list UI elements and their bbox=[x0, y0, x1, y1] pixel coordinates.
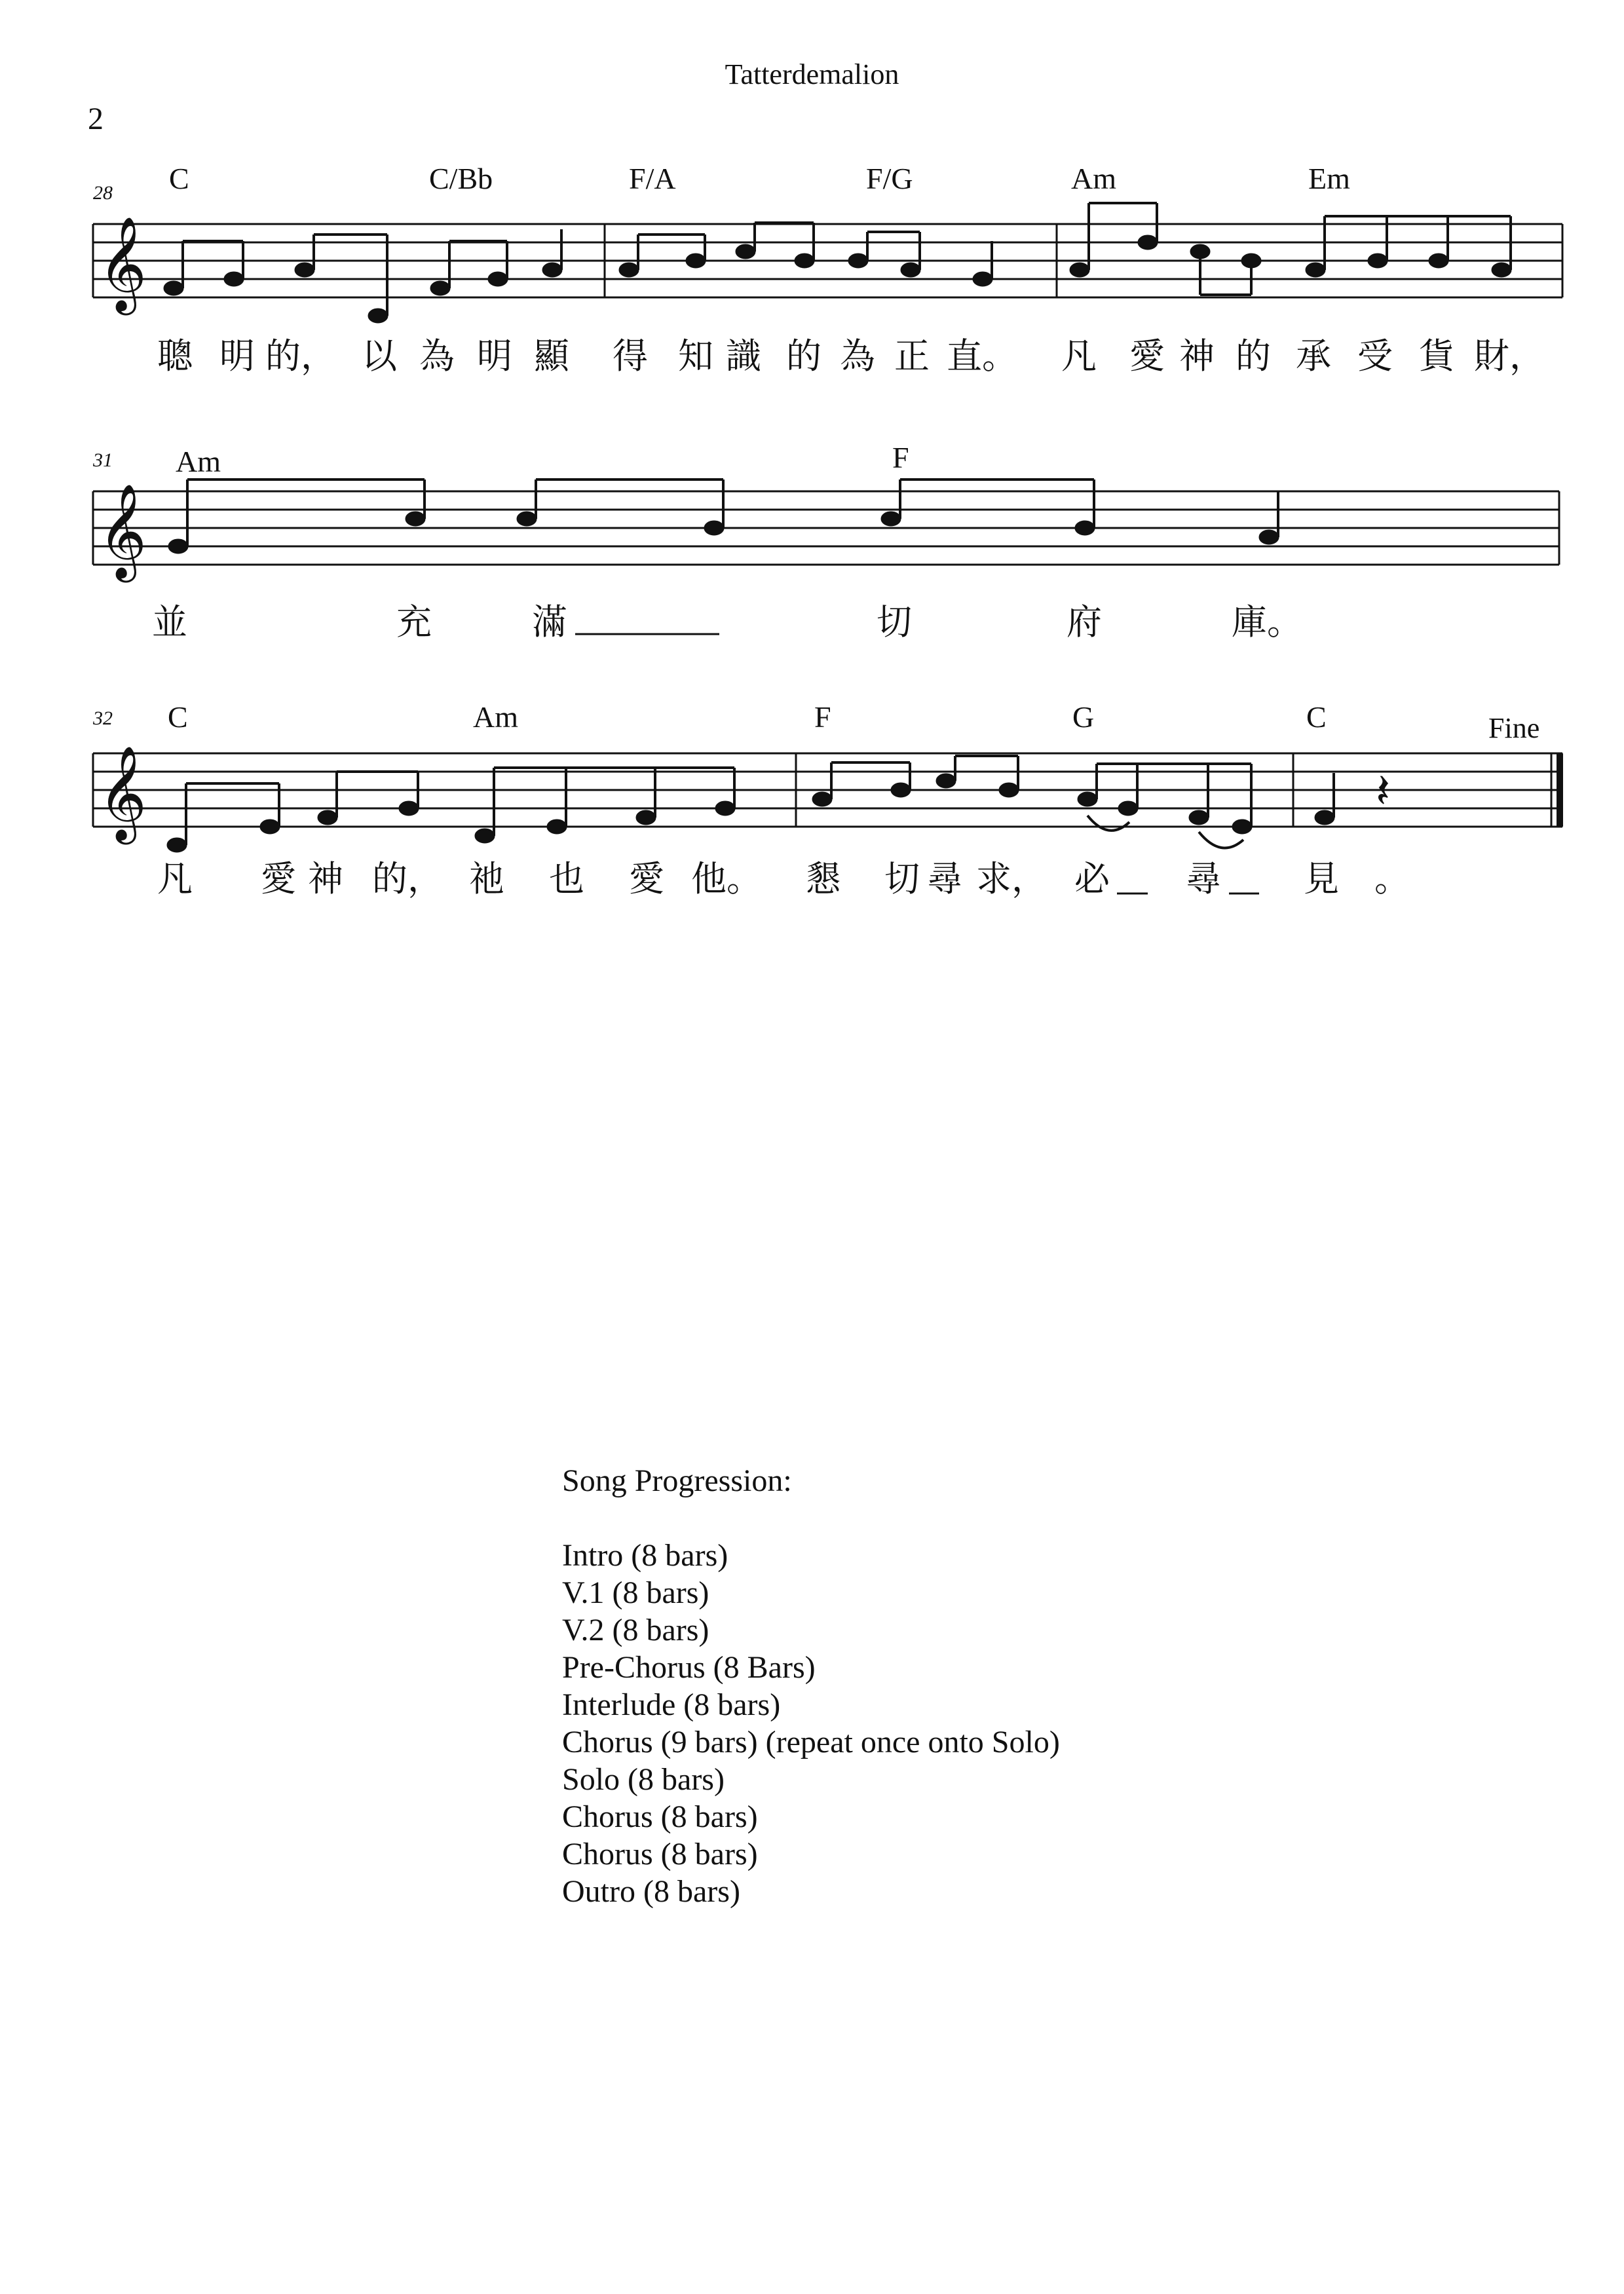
bar-number: 28 bbox=[93, 182, 113, 204]
chord-symbol: Am bbox=[1071, 162, 1116, 195]
progression-item: Chorus (9 bars) (repeat once onto Solo) bbox=[562, 1725, 1060, 1759]
fine-marking: Fine bbox=[1488, 712, 1540, 744]
lyrics-line-1 bbox=[157, 335, 1545, 377]
treble-clef-icon: 𝄞 bbox=[98, 745, 147, 840]
lyric-syllable: 見 bbox=[1304, 858, 1339, 899]
lyric-syllable: 受 bbox=[1357, 335, 1393, 377]
staff-lines bbox=[93, 491, 1559, 565]
lyric-syllable: 必 bbox=[1074, 858, 1110, 899]
lyric-syllable: 府 bbox=[1067, 601, 1102, 643]
melody-notes bbox=[168, 774, 1334, 852]
staff-lines bbox=[93, 753, 1562, 827]
progression-item: V.2 (8 bars) bbox=[562, 1613, 709, 1647]
staff-system-3 bbox=[0, 694, 1624, 917]
progression-item: Solo (8 bars) bbox=[562, 1762, 725, 1797]
lyric-syllable: 貨 bbox=[1419, 335, 1454, 377]
treble-clef-icon: 𝄞 bbox=[98, 483, 147, 578]
staff-system-2 bbox=[0, 439, 1624, 662]
slur bbox=[1199, 832, 1243, 848]
note-stems-beams bbox=[186, 756, 1334, 848]
progression-item: Outro (8 bars) bbox=[562, 1874, 740, 1909]
chord-symbol: C/Bb bbox=[429, 162, 493, 195]
lyric-syllable: 愛 bbox=[261, 858, 296, 899]
lyric-syllable: 切 bbox=[884, 858, 920, 899]
lyric-syllable: 切 bbox=[877, 601, 912, 643]
chord-symbol: F/G bbox=[866, 162, 913, 195]
staff-system-1 bbox=[0, 157, 1624, 393]
slur bbox=[1087, 816, 1129, 831]
progression-item: Chorus (8 bars) bbox=[562, 1837, 758, 1871]
lyric-syllable: 並 bbox=[152, 601, 187, 643]
lyric-syllable: 尋 bbox=[1186, 858, 1221, 899]
lyric-syllable: 凡 bbox=[157, 858, 193, 899]
chord-symbol: Em bbox=[1308, 162, 1350, 195]
lyric-syllable: 為 bbox=[840, 335, 875, 377]
lyric-syllable: 滿 bbox=[532, 601, 567, 643]
bar-number: 31 bbox=[93, 449, 113, 471]
lyric-syllable: 承 bbox=[1296, 335, 1331, 377]
lyric-syllable: 愛 bbox=[1129, 335, 1165, 377]
lyric-syllable: 。 bbox=[1374, 858, 1410, 899]
lyric-syllable: 財， bbox=[1474, 335, 1545, 377]
lyric-syllable: 也 bbox=[549, 858, 584, 899]
lyric-syllable: 祂 bbox=[469, 858, 504, 899]
progression-item: Pre-Chorus (8 Bars) bbox=[562, 1650, 816, 1685]
quarter-rest-icon: 𝄽 bbox=[1376, 763, 1391, 818]
lyric-syllable: 尋 bbox=[927, 858, 962, 899]
lyric-syllable: 庫。 bbox=[1232, 601, 1302, 643]
chord-symbol: Am bbox=[176, 445, 221, 478]
lyric-syllable: 得 bbox=[613, 335, 648, 377]
bar-number: 32 bbox=[93, 707, 113, 729]
chord-symbol: Am bbox=[473, 700, 518, 734]
lyric-syllable: 知 bbox=[678, 335, 713, 377]
note-stems-beams bbox=[187, 479, 1278, 546]
treble-clef-icon: 𝄞 bbox=[98, 216, 147, 311]
lyric-syllable: 聰 bbox=[157, 335, 193, 377]
lyric-syllable: 神 bbox=[308, 858, 343, 899]
lyric-syllable: 的 bbox=[786, 335, 821, 377]
note-stems-beams bbox=[183, 203, 1511, 316]
progression-heading: Song Progression: bbox=[562, 1463, 792, 1498]
lyric-syllable: 懇 bbox=[806, 858, 841, 899]
lyric-syllable: 求， bbox=[976, 858, 1047, 899]
lyric-syllable: 正 bbox=[894, 335, 930, 377]
chord-symbol: C bbox=[168, 700, 188, 734]
page-number: 2 bbox=[88, 102, 104, 136]
chord-symbol: F bbox=[814, 700, 831, 734]
lyric-syllable: 凡 bbox=[1061, 335, 1097, 377]
lyric-syllable: 愛 bbox=[629, 858, 664, 899]
progression-item: Interlude (8 bars) bbox=[562, 1687, 781, 1722]
lyric-syllable: 他。 bbox=[691, 858, 762, 899]
chord-symbol: F bbox=[892, 441, 909, 474]
chord-symbol: C bbox=[1306, 700, 1327, 734]
progression-item: V.1 (8 bars) bbox=[562, 1575, 709, 1610]
lyric-syllable: 充 bbox=[396, 601, 432, 643]
lyric-syllable: 的， bbox=[372, 858, 443, 899]
chord-symbol: G bbox=[1072, 700, 1095, 734]
lyric-syllable: 以 bbox=[362, 335, 397, 377]
lyric-syllable: 識 bbox=[726, 335, 761, 377]
progression-item: Intro (8 bars) bbox=[562, 1538, 728, 1573]
chord-symbol: C bbox=[169, 162, 189, 195]
lyrics-line-2 bbox=[152, 601, 1302, 643]
lyric-syllable: 直。 bbox=[947, 335, 1017, 377]
lyric-syllable: 神 bbox=[1179, 335, 1215, 377]
lyric-syllable: 的 bbox=[1236, 335, 1271, 377]
final-barline bbox=[1557, 753, 1563, 827]
song-progression bbox=[562, 1462, 1060, 1910]
lyric-syllable: 明 bbox=[477, 335, 512, 377]
lyric-syllable: 顯 bbox=[534, 335, 569, 377]
progression-item: Chorus (8 bars) bbox=[562, 1799, 758, 1834]
chord-symbol: F/A bbox=[629, 162, 676, 195]
lyric-syllable: 的， bbox=[265, 335, 336, 377]
song-title: Tatterdemalion bbox=[725, 58, 899, 90]
lyric-syllable: 明 bbox=[219, 335, 255, 377]
lyric-syllable: 為 bbox=[419, 335, 455, 377]
lyrics-line-3 bbox=[157, 858, 1410, 899]
